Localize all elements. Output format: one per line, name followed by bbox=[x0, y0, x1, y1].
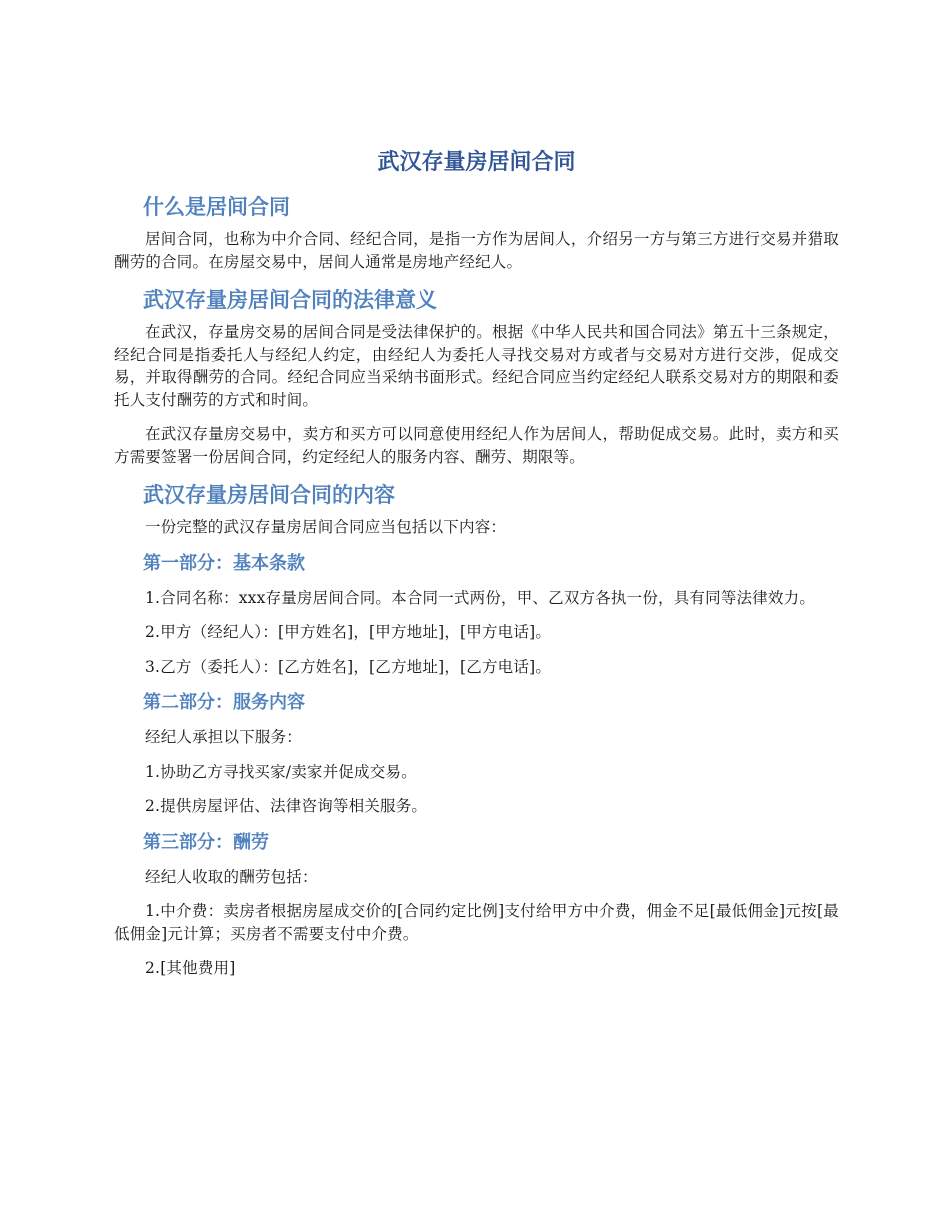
subsection-heading-part2: 第二部分：服务内容 bbox=[143, 692, 305, 713]
list-item-part2-2: 2.提供房屋评估、法律咨询等相关服务。 bbox=[145, 797, 428, 815]
list-item-part1-1: 1.合同名称：xxx存量房居间合同。本合同一式两份，甲、乙双方各执一份，具有同等法律效力。 bbox=[145, 588, 816, 607]
paragraph-part3-intro: 经纪人收取的酬劳包括： bbox=[145, 867, 318, 886]
paragraph-legal-2: 在武汉存量房交易中，卖方和买方可以同意使用经纪人作为居间人，帮助促成交易。此时，卖方和买方需要签署一份居间合同，约定经纪人的服务内容、酬劳、期限等。 bbox=[114, 425, 839, 466]
document-title: 武汉存量房居间合同 bbox=[377, 150, 576, 175]
list-item-part3-2: 2.[其他费用] bbox=[145, 959, 236, 977]
paragraph-content-intro: 一份完整的武汉存量房居间合同应当包括以下内容： bbox=[145, 518, 507, 536]
section-heading-what: 什么是居间合同 bbox=[143, 195, 290, 219]
list-item-part2-1: 1.协助乙方寻找买家/卖家并促成交易。 bbox=[145, 762, 417, 781]
list-item-part1-2: 2.甲方（经纪人）：[甲方姓名]，[甲方地址]，[甲方电话]。 bbox=[145, 623, 552, 641]
list-item-part3-1: 1.中介费：卖房者根据房屋成交价的[合同约定比例]支付给甲方中介费，佣金不足[最低佣金]元按[最低佣金]元计算；买房者不需要支付中介费。 bbox=[114, 902, 839, 943]
subsection-heading-part3: 第三部分：酬劳 bbox=[143, 831, 269, 853]
subsection-heading-part1: 第一部分：基本条款 bbox=[143, 552, 305, 574]
paragraph-legal-1: 在武汉，存量房交易的居间合同是受法律保护的。根据《中华人民共和国合同法》第五十三条规定，经纪合同是指委托人与经纪人约定，由经纪人为委托人寻找交易对方或者与交易对方进行交涉，促成交易，并取得酬劳的合同。经纪合同应当采纳书面形式。经纪合同应当约定经纪人联系交易对方的期限和委托人支付酬劳的方式和时间。 bbox=[114, 323, 839, 409]
section-heading-content: 武汉存量房居间合同的内容 bbox=[143, 483, 395, 507]
paragraph-part2-intro: 经纪人承担以下服务： bbox=[145, 728, 303, 746]
list-item-part1-3: 3.乙方（委托人）：[乙方姓名]，[乙方地址]，[乙方电话]。 bbox=[145, 657, 552, 676]
document-page bbox=[114, 140, 839, 992]
section-heading-legal: 武汉存量房居间合同的法律意义 bbox=[143, 288, 437, 312]
paragraph-what-1: 居间合同，也称为中介合同、经纪合同，是指一方作为居间人，介绍另一方与第三方进行交易并猎取酬劳的合同。在房屋交易中，居间人通常是房地产经纪人。 bbox=[114, 230, 839, 271]
